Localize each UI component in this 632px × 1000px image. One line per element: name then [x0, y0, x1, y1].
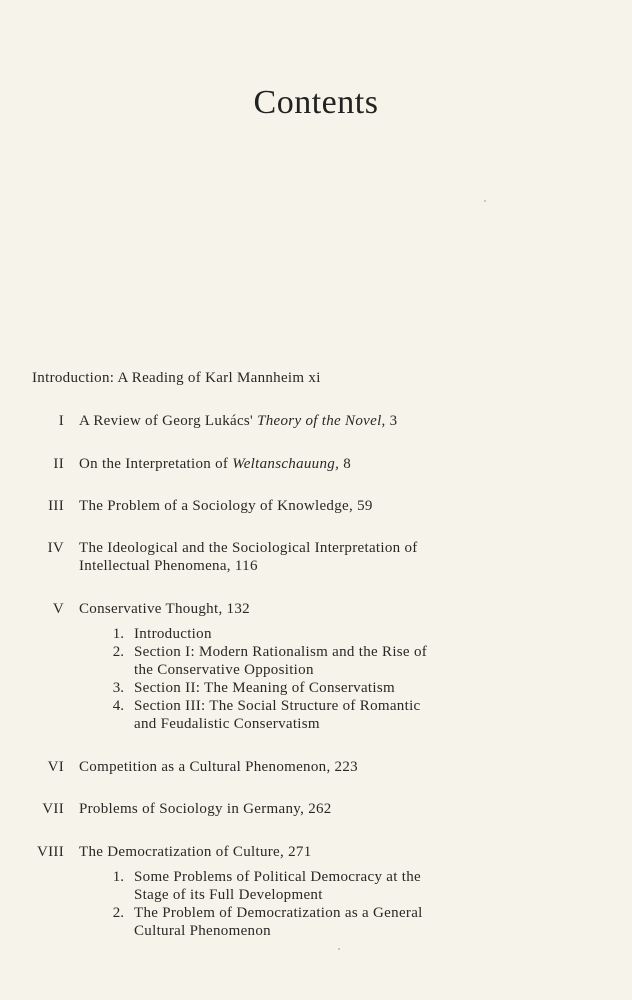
intro-entry: Introduction: A Reading of Karl Mannheim xi — [32, 370, 321, 386]
section-number: 4. — [112, 698, 124, 714]
section-number: 2. — [112, 905, 124, 921]
chapter-title: On the Interpretation of Weltanschauung, 8 — [79, 456, 351, 472]
section-title: Section I: Modern Rationalism and the Rise of — [134, 644, 428, 660]
section-number: 2. — [112, 644, 124, 660]
chapter-title: The Problem of a Sociology of Knowledge, 59 — [79, 498, 373, 514]
chapter-number: VIII — [36, 844, 64, 860]
chapter-title: Conservative Thought, 132 — [79, 601, 250, 617]
chapter-number: II — [53, 456, 64, 472]
section-title: Introduction — [134, 626, 212, 642]
chapter-number: VII — [42, 801, 64, 817]
chapter-title: The Ideological and the Sociological Interpretation of — [79, 540, 418, 556]
chapter-title: The Democratization of Culture, 271 — [79, 844, 312, 860]
chapter-number: III — [48, 498, 64, 514]
section-title-cont: Stage of its Full Development — [134, 887, 323, 903]
section-number: 3. — [112, 680, 124, 696]
section-number: 1. — [112, 869, 124, 885]
paper-speck — [484, 200, 486, 202]
chapter-title: A Review of Georg Lukács' Theory of the Novel, 3 — [79, 413, 398, 429]
chapter-number: VI — [47, 759, 64, 775]
section-title-cont: the Conservative Opposition — [134, 662, 314, 678]
section-title-cont: Cultural Phenomenon — [134, 923, 271, 939]
section-title: Section III: The Social Structure of Romantic — [134, 698, 421, 714]
paper-speck — [338, 948, 340, 950]
chapter-number: V — [52, 601, 64, 617]
section-title-cont: and Feudalistic Conservatism — [134, 716, 320, 732]
page-title: Contents — [253, 84, 379, 121]
section-title: Section II: The Meaning of Conservatism — [134, 680, 395, 696]
section-title: The Problem of Democratization as a General — [134, 905, 423, 921]
chapter-number: I — [58, 413, 64, 429]
chapter-title-cont: Intellectual Phenomena, 116 — [79, 558, 258, 574]
section-number: 1. — [112, 626, 124, 642]
chapter-number: IV — [47, 540, 64, 556]
chapter-title: Competition as a Cultural Phenomenon, 223 — [79, 759, 358, 775]
section-title: Some Problems of Political Democracy at the — [134, 869, 422, 885]
chapter-title: Problems of Sociology in Germany, 262 — [79, 801, 332, 817]
